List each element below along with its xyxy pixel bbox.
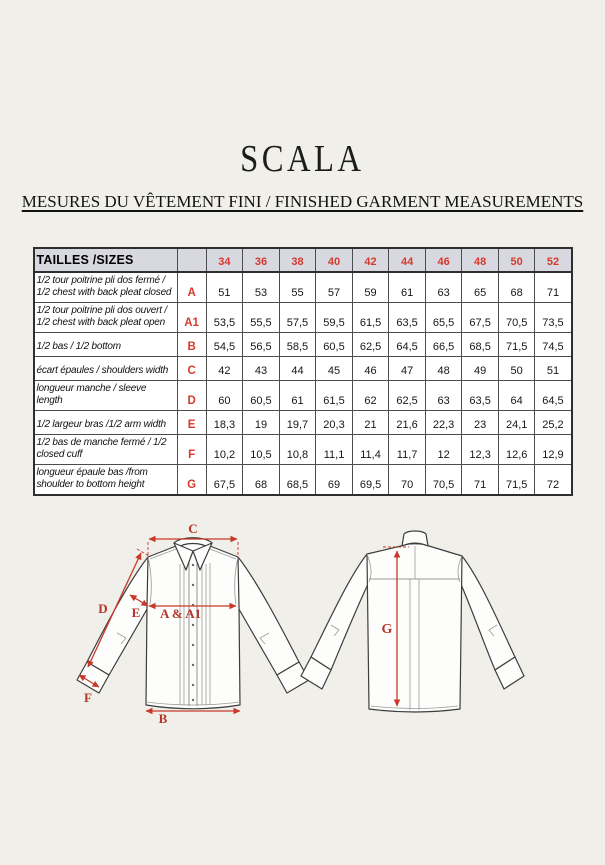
cell-value: 68,5 xyxy=(462,332,499,356)
section-heading: MESURES DU VÊTEMENT FINI / FINISHED GARMENT MEASUREMENTS xyxy=(21,191,584,211)
measure-row-g xyxy=(34,464,572,495)
measure-row-a xyxy=(34,272,572,303)
cell-value: 60,5 xyxy=(316,332,353,356)
cell-value: 25,2 xyxy=(535,410,572,434)
cell-value: 23 xyxy=(462,410,499,434)
measure-row-d xyxy=(34,380,572,410)
cell-value: 55,5 xyxy=(243,302,280,332)
cell-value: 63 xyxy=(425,272,462,303)
cell-value: 10,2 xyxy=(206,434,243,464)
cell-value: 60,5 xyxy=(243,380,280,410)
cell-value: 45 xyxy=(316,356,353,380)
cell-value: 64,5 xyxy=(389,332,426,356)
front-shirt-drawing xyxy=(77,537,309,708)
front-label-d: D xyxy=(97,600,108,616)
row-letter: C xyxy=(177,356,206,380)
cell-value: 63 xyxy=(425,380,462,410)
cell-value: 64,5 xyxy=(535,380,572,410)
row-letter: F xyxy=(177,434,206,464)
cell-value: 50 xyxy=(498,356,535,380)
header-size-40: 40 xyxy=(316,248,353,272)
measure-row-a1 xyxy=(34,302,572,332)
cell-value: 69 xyxy=(316,464,353,495)
row-label: longueur manche / sleeve length xyxy=(34,380,178,410)
back-label-g: G xyxy=(381,621,392,637)
title-wrap xyxy=(0,0,605,182)
cell-value: 61 xyxy=(389,272,426,303)
cell-value: 57 xyxy=(316,272,353,303)
measurements-table xyxy=(33,247,573,496)
cell-value: 12,3 xyxy=(462,434,499,464)
cell-value: 22,3 xyxy=(425,410,462,434)
row-label: 1/2 tour poitrine pli dos ouvert / 1/2 chest with back pleat open xyxy=(34,302,178,332)
cell-value: 21 xyxy=(352,410,389,434)
table-body xyxy=(34,272,572,495)
cell-value: 59 xyxy=(352,272,389,303)
row-label: 1/2 tour poitrine pli dos fermé / 1/2 chest with back pleat closed xyxy=(34,272,178,303)
cell-value: 62,5 xyxy=(389,380,426,410)
cell-value: 70,5 xyxy=(498,302,535,332)
cell-value: 54,5 xyxy=(206,332,243,356)
cell-value: 61,5 xyxy=(316,380,353,410)
cell-value: 65,5 xyxy=(425,302,462,332)
front-label-c: C xyxy=(187,520,198,536)
front-label-e: E xyxy=(131,604,140,620)
cell-value: 55 xyxy=(279,272,316,303)
cell-value: 56,5 xyxy=(243,332,280,356)
front-label-b: B xyxy=(158,710,167,726)
cell-value: 70,5 xyxy=(425,464,462,495)
cell-value: 67,5 xyxy=(462,302,499,332)
cell-value: 62,5 xyxy=(352,332,389,356)
row-letter: E xyxy=(177,410,206,434)
header-size-34: 34 xyxy=(206,248,243,272)
cell-value: 21,6 xyxy=(389,410,426,434)
header-size-46: 46 xyxy=(425,248,462,272)
header-size-50: 50 xyxy=(498,248,535,272)
cell-value: 68 xyxy=(243,464,280,495)
header-size-42: 42 xyxy=(352,248,389,272)
cell-value: 51 xyxy=(206,272,243,303)
cell-value: 58,5 xyxy=(279,332,316,356)
measure-row-c xyxy=(34,356,572,380)
measure-row-f xyxy=(34,434,572,464)
row-label: écart épaules / shoulders width xyxy=(34,356,178,380)
header-size-48: 48 xyxy=(462,248,499,272)
cell-value: 12 xyxy=(425,434,462,464)
cell-value: 63,5 xyxy=(462,380,499,410)
cell-value: 46 xyxy=(352,356,389,380)
cell-value: 71,5 xyxy=(498,464,535,495)
cell-value: 19 xyxy=(243,410,280,434)
cell-value: 71 xyxy=(535,272,572,303)
cell-value: 44 xyxy=(279,356,316,380)
cell-value: 24,1 xyxy=(498,410,535,434)
cell-value: 53 xyxy=(243,272,280,303)
row-label: 1/2 bas de manche fermé / 1/2 closed cuff xyxy=(34,434,178,464)
cell-value: 74,5 xyxy=(535,332,572,356)
cell-value: 12,6 xyxy=(498,434,535,464)
cell-value: 59,5 xyxy=(316,302,353,332)
cell-value: 18,3 xyxy=(206,410,243,434)
cell-value: 11,1 xyxy=(316,434,353,464)
cell-value: 71 xyxy=(462,464,499,495)
technical-drawings xyxy=(33,509,573,754)
row-letter: D xyxy=(177,380,206,410)
cell-value: 66,5 xyxy=(425,332,462,356)
cell-value: 62 xyxy=(352,380,389,410)
cell-value: 64 xyxy=(498,380,535,410)
cell-value: 68,5 xyxy=(279,464,316,495)
row-letter: G xyxy=(177,464,206,495)
cell-value: 20,3 xyxy=(316,410,353,434)
measure-row-e xyxy=(34,410,572,434)
cell-value: 65 xyxy=(462,272,499,303)
cell-value: 42 xyxy=(206,356,243,380)
header-size-52: 52 xyxy=(535,248,572,272)
header-letter-spacer xyxy=(177,248,206,272)
cell-value: 19,7 xyxy=(279,410,316,434)
cell-value: 60 xyxy=(206,380,243,410)
header-size-38: 38 xyxy=(279,248,316,272)
header-size-36: 36 xyxy=(243,248,280,272)
row-letter: B xyxy=(177,332,206,356)
cell-value: 71,5 xyxy=(498,332,535,356)
header-size-44: 44 xyxy=(389,248,426,272)
page-title: SCALA xyxy=(240,138,365,180)
cell-value: 57,5 xyxy=(279,302,316,332)
row-label: longueur épaule bas /from shoulder to bottom height xyxy=(34,464,178,495)
cell-value: 51 xyxy=(535,356,572,380)
row-letter: A1 xyxy=(177,302,206,332)
shirt-diagrams-svg xyxy=(33,509,573,754)
back-shirt-drawing xyxy=(301,531,524,712)
row-letter: A xyxy=(177,272,206,303)
cell-value: 49 xyxy=(462,356,499,380)
cell-value: 47 xyxy=(389,356,426,380)
front-label-a-a1: A & A1 xyxy=(159,605,201,621)
cell-value: 69,5 xyxy=(352,464,389,495)
measure-row-b xyxy=(34,332,572,356)
cell-value: 53,5 xyxy=(206,302,243,332)
cell-value: 70 xyxy=(389,464,426,495)
row-label: 1/2 bas / 1/2 bottom xyxy=(34,332,178,356)
front-label-f: F xyxy=(83,689,92,705)
cell-value: 61 xyxy=(279,380,316,410)
cell-value: 43 xyxy=(243,356,280,380)
cell-value: 63,5 xyxy=(389,302,426,332)
cell-value: 61,5 xyxy=(352,302,389,332)
header-sizes-label: TAILLES /SIZES xyxy=(34,248,178,272)
cell-value: 72 xyxy=(535,464,572,495)
row-label: 1/2 largeur bras /1/2 arm width xyxy=(34,410,178,434)
cell-value: 10,8 xyxy=(279,434,316,464)
cell-value: 12,9 xyxy=(535,434,572,464)
cell-value: 73,5 xyxy=(535,302,572,332)
cell-value: 67,5 xyxy=(206,464,243,495)
cell-value: 11,4 xyxy=(352,434,389,464)
cell-value: 10,5 xyxy=(243,434,280,464)
cell-value: 68 xyxy=(498,272,535,303)
cell-value: 48 xyxy=(425,356,462,380)
cell-value: 11,7 xyxy=(389,434,426,464)
table-header-row xyxy=(34,248,572,272)
